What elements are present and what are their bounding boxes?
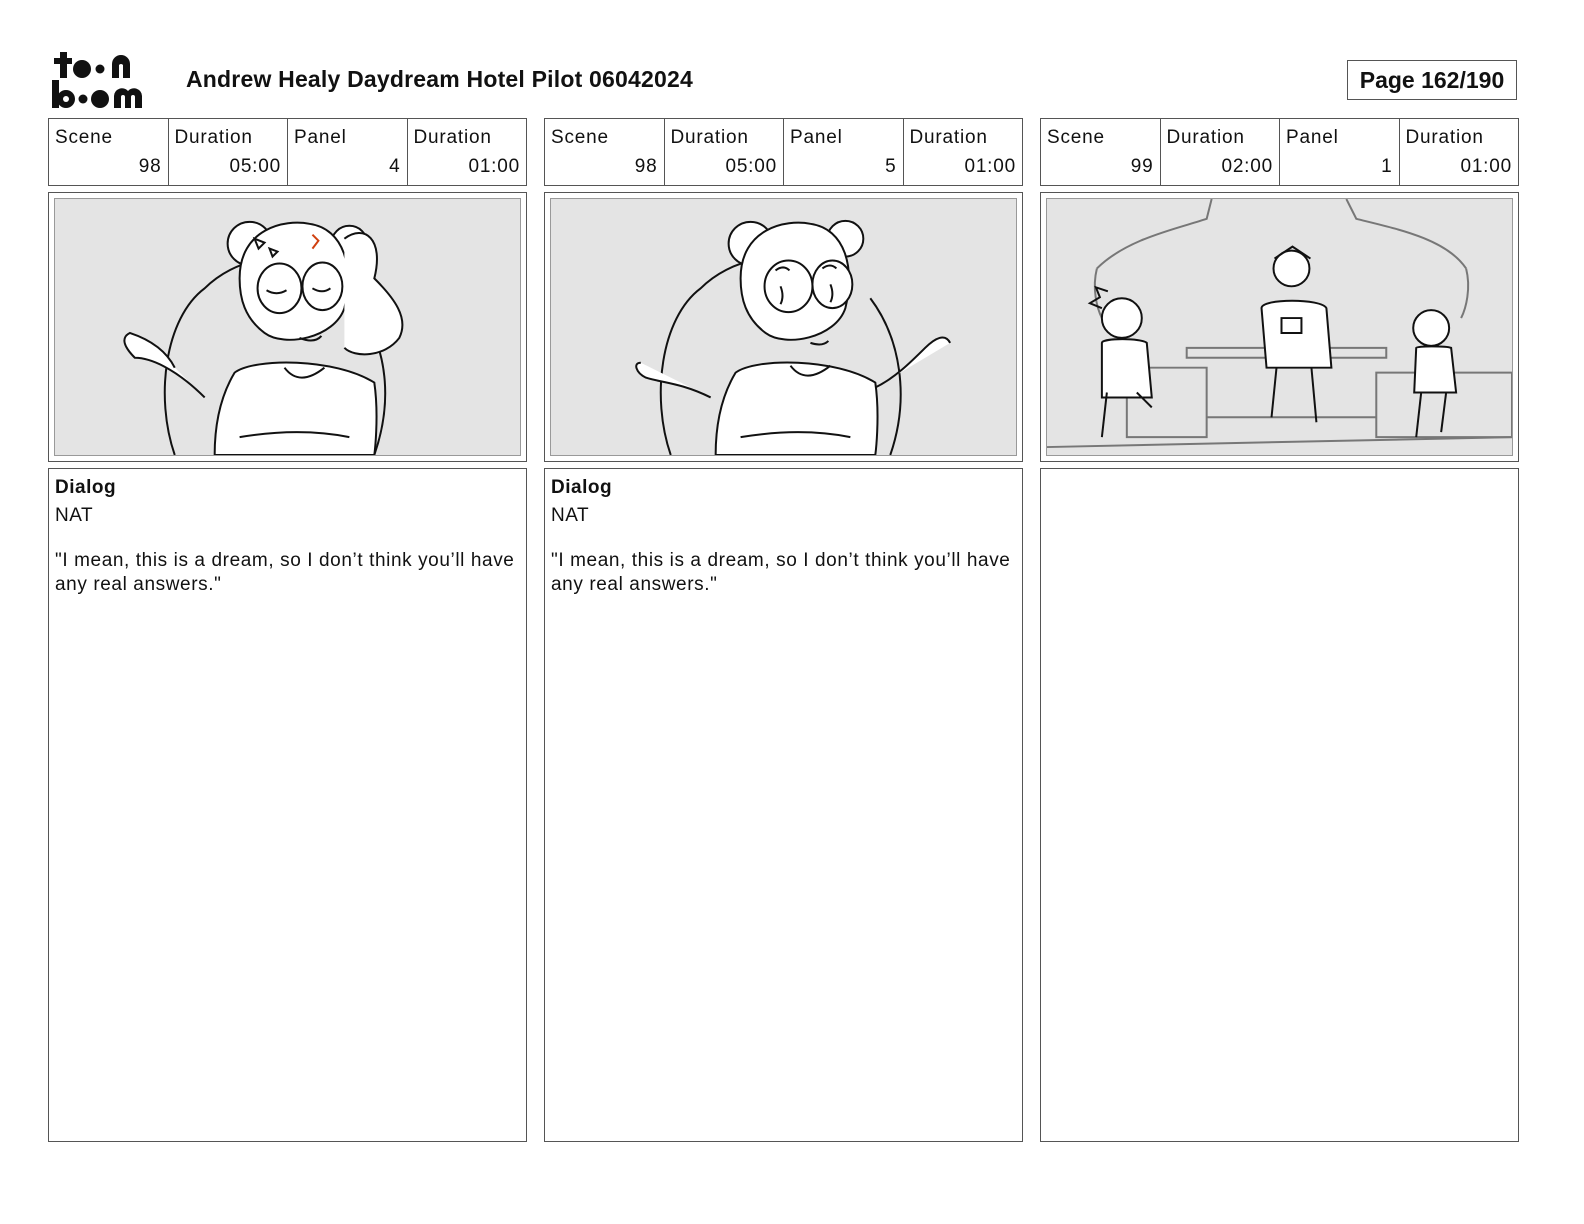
- panel-duration-cell: [1400, 119, 1519, 185]
- sketch-image: [54, 198, 521, 456]
- duration-label: Duration: [413, 127, 492, 148]
- scene-value: 99: [1130, 156, 1154, 177]
- panel-notes: [48, 468, 527, 1142]
- duration-label: Duration: [1405, 127, 1484, 148]
- dialog-line: "I mean, this is a dream, so I don’t think you’ll have any real answers.": [551, 550, 1011, 595]
- panel-info-row: [544, 118, 1023, 186]
- storyboard-panel: [1040, 118, 1519, 1142]
- panel-duration-cell: [408, 119, 527, 185]
- scene-duration-cell: [665, 119, 785, 185]
- panel-value: 5: [885, 156, 897, 177]
- panel-cell: [784, 119, 904, 185]
- scene-value: 98: [138, 156, 162, 177]
- scene-value: 98: [634, 156, 658, 177]
- panel-value: 4: [389, 156, 401, 177]
- panel-notes: [544, 468, 1023, 1142]
- dialog-line: "I mean, this is a dream, so I don’t think you’ll have any real answers.": [55, 550, 515, 595]
- panel-duration-value: 01:00: [1460, 156, 1512, 177]
- panel-value: 1: [1381, 156, 1393, 177]
- panel-frame: [48, 192, 527, 462]
- panel-frame: [544, 192, 1023, 462]
- panel-duration-cell: [904, 119, 1023, 185]
- scene-duration-cell: [1161, 119, 1281, 185]
- panel-cell: [288, 119, 408, 185]
- panel-label: Panel: [1286, 127, 1339, 148]
- dialog-heading: Dialog: [551, 477, 613, 498]
- dialog-speaker: NAT: [551, 505, 590, 526]
- panel-label: Panel: [790, 127, 843, 148]
- panel-info-row: [48, 118, 527, 186]
- panel-label: Panel: [294, 127, 347, 148]
- duration-label: Duration: [670, 127, 749, 148]
- sketch-image: [1046, 198, 1513, 456]
- dialog-heading: Dialog: [55, 477, 117, 498]
- sketch-image: [550, 198, 1017, 456]
- duration-label: Duration: [909, 127, 988, 148]
- scene-duration-cell: [169, 119, 289, 185]
- scene-duration-value: 02:00: [1221, 156, 1273, 177]
- scene-label: Scene: [1047, 127, 1105, 148]
- scene-cell: [545, 119, 665, 185]
- scene-cell: [49, 119, 169, 185]
- dialog-speaker: NAT: [55, 505, 94, 526]
- panel-notes: [1040, 468, 1519, 1142]
- document-title: Andrew Healy Daydream Hotel Pilot 06042024: [186, 66, 693, 92]
- scene-label: Scene: [551, 127, 609, 148]
- panel-cell: [1280, 119, 1400, 185]
- scene-label: Scene: [55, 127, 113, 148]
- page-number: Page 162/190: [1347, 60, 1517, 100]
- panel-duration-value: 01:00: [468, 156, 520, 177]
- panel-info-row: [1040, 118, 1519, 186]
- storyboard-panel: [544, 118, 1023, 1142]
- duration-label: Duration: [174, 127, 253, 148]
- scene-cell: [1041, 119, 1161, 185]
- storyboard-panel: [48, 118, 527, 1142]
- scene-duration-value: 05:00: [229, 156, 281, 177]
- duration-label: Duration: [1166, 127, 1245, 148]
- panel-duration-value: 01:00: [964, 156, 1016, 177]
- toon-boom-logo: [50, 50, 164, 112]
- panel-frame: [1040, 192, 1519, 462]
- scene-duration-value: 05:00: [725, 156, 777, 177]
